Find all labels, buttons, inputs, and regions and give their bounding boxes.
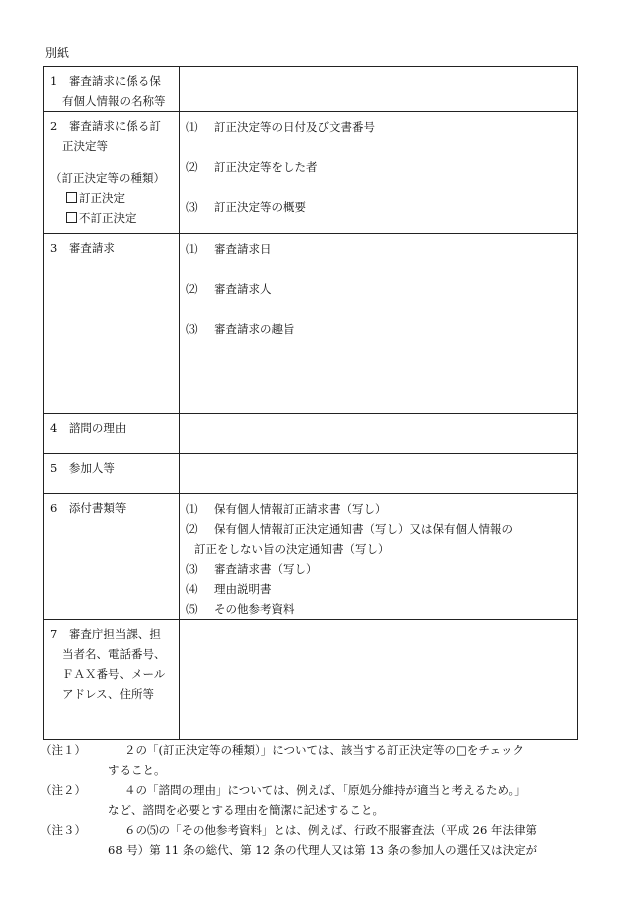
row-7-label-line-1: 7 審査庁担当課、担 bbox=[50, 627, 161, 641]
row-2-label-line-1: 2 審査請求に係る訂 bbox=[50, 119, 161, 133]
table-row-2 bbox=[44, 112, 578, 234]
table-row-1 bbox=[44, 67, 578, 112]
note-2: （注２） ４の「諮問の理由」については、例えば、「原処分維持が適当と考えるため。」 など、諮問を必要とする理由を簡潔に記述すること。 bbox=[40, 780, 585, 820]
row-6-item-5: ⑸ その他参考資料 bbox=[186, 602, 295, 616]
page-label: 別紙 bbox=[45, 46, 70, 60]
row-4-content-cell[interactable] bbox=[180, 414, 578, 454]
note-3: （注３） ６の⑸の「その他参考資料」とは、例えば、行政不服審査法（平成 26 年法律第 68 号）第 11 条の総代、第 12 条の代理人又は第 13 条の参加人の選任又は決定が bbox=[40, 820, 585, 860]
row-7-label-line-2: 当者名、電話番号、 bbox=[62, 647, 166, 661]
row-3-item-1: ⑴ 審査請求日 bbox=[186, 242, 272, 256]
row-7-label-line-4: アドレス、住所等 bbox=[62, 687, 154, 701]
row-1-content-cell[interactable] bbox=[180, 67, 578, 112]
table-row-4 bbox=[44, 414, 578, 454]
row-1-label-line-1: 1 審査請求に係る保 bbox=[50, 74, 161, 88]
row-5-label: 5 参加人等 bbox=[50, 461, 115, 475]
row-2-item-1: ⑴ 訂正決定等の日付及び文書番号 bbox=[186, 120, 375, 134]
row-6-item-1: ⑴ 保有個人情報訂正請求書（写し） bbox=[186, 502, 387, 516]
note-3-label: （注３） bbox=[40, 823, 86, 837]
review-request-form-table bbox=[43, 66, 578, 740]
row-7-label-line-3: ＦＡＸ番号、メール bbox=[62, 667, 166, 681]
checkbox-correction[interactable] bbox=[66, 192, 77, 203]
correction-kinds-title: （訂正決定等の種類） bbox=[50, 171, 165, 185]
table-row-6 bbox=[44, 494, 578, 620]
row-1-label-line-2: 有個人情報の名称等 bbox=[62, 94, 166, 108]
row-3-item-2: ⑵ 審査請求人 bbox=[186, 282, 272, 296]
checkbox-correction-label: 訂正決定 bbox=[79, 191, 125, 205]
row-6-item-3: ⑶ 審査請求書（写し） bbox=[186, 562, 318, 576]
row-2-item-3: ⑶ 訂正決定等の概要 bbox=[186, 200, 306, 214]
row-6-item-4: ⑷ 理由説明書 bbox=[186, 582, 272, 596]
table-row-3 bbox=[44, 234, 578, 414]
row-6-label: 6 添付書類等 bbox=[50, 501, 127, 515]
note-1-label: （注１） bbox=[40, 743, 86, 757]
row-4-label: 4 諮問の理由 bbox=[50, 421, 127, 435]
row-3-label: 3 審査請求 bbox=[50, 241, 115, 255]
row-5-content-cell[interactable] bbox=[180, 454, 578, 494]
table-row-7 bbox=[44, 620, 578, 740]
note-1: （注１） ２の「(訂正決定等の種類）」については、該当する訂正決定等の□をチェック すること。 bbox=[40, 740, 585, 780]
row-3-item-3: ⑶ 審査請求の趣旨 bbox=[186, 322, 295, 336]
checkbox-non-correction[interactable] bbox=[66, 212, 77, 223]
row-7-content-cell[interactable] bbox=[180, 620, 578, 740]
row-2-item-2: ⑵ 訂正決定等をした者 bbox=[186, 160, 318, 174]
note-2-label: （注２） bbox=[40, 783, 86, 797]
row-6-item-2: ⑵ 保有個人情報訂正決定通知書（写し）又は保有個人情報の 訂正をしない旨の決定通知書（写し） bbox=[186, 522, 513, 556]
row-2-label-line-2: 正決定等 bbox=[62, 139, 108, 153]
checkbox-non-correction-label: 不訂正決定 bbox=[79, 211, 137, 225]
notes-section bbox=[40, 740, 585, 860]
table-row-5 bbox=[44, 454, 578, 494]
